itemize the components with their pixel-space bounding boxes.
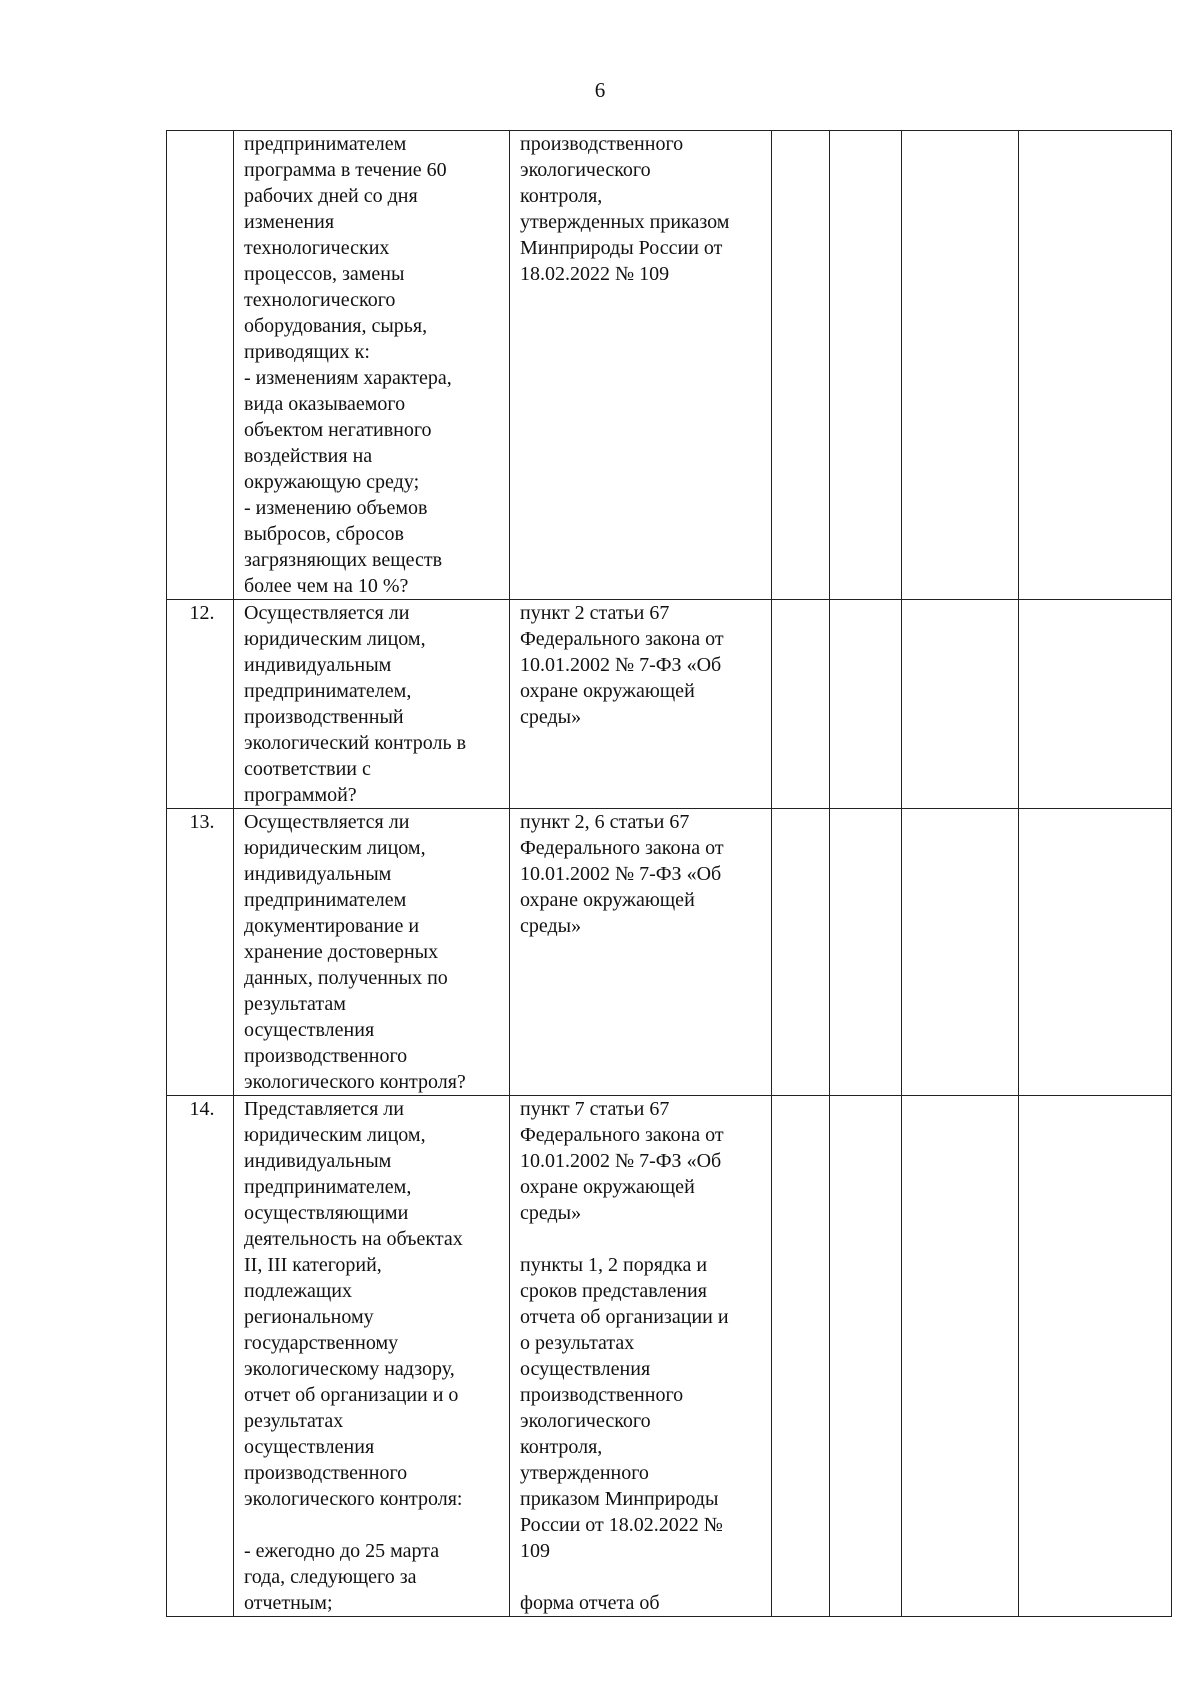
not-applicable-cell [902, 809, 1019, 1096]
note-cell [1019, 809, 1172, 1096]
legal-basis-cell: пункт 2 статьи 67 Федерального закона от 10.01.2002 № 7-ФЗ «Об охране окружающей среды» [510, 600, 772, 809]
answer-no-cell [830, 809, 902, 1096]
answer-yes-cell [772, 131, 830, 600]
question-cell: Осуществляется ли юридическим лицом, индивидуальным предпринимателем, производственный экологический контроль в соответствии с программой? [234, 600, 510, 809]
row-number: 14. [167, 1096, 234, 1617]
not-applicable-cell [902, 131, 1019, 600]
answer-no-cell [830, 600, 902, 809]
legal-basis-text-3: форма отчета об [520, 1592, 660, 1614]
table-row [167, 131, 1172, 600]
note-cell [1019, 600, 1172, 809]
row-number [167, 131, 234, 600]
page-number: 6 [594, 78, 606, 102]
answer-no-cell [830, 1096, 902, 1617]
question-cell: Осуществляется ли юридическим лицом, индивидуальным предпринимателем документирование и хранение достоверных данных, полученных по результатам осуществления производственного экологического контроля? [234, 809, 510, 1096]
answer-yes-cell [772, 600, 830, 809]
question-cell: предпринимателем программа в течение 60 рабочих дней со дня изменения технологических процессов, замены технологического оборудования, сырья, приводящих к: - изменениям характера, вида оказываемого объектом негативного воздействия на окружающую среду; - изменению объемов выбросов, сбросов загрязняющих веществ более чем на 10 %? [234, 131, 510, 600]
question-item: - ежегодно до 25 марта года, следующего за отчетным; [244, 1540, 440, 1614]
not-applicable-cell [902, 1096, 1019, 1617]
not-applicable-cell [902, 600, 1019, 809]
note-cell [1019, 131, 1172, 600]
table-row [167, 809, 1172, 1096]
legal-basis-cell: пункт 2, 6 статьи 67 Федерального закона от 10.01.2002 № 7-ФЗ «Об охране окружающей среды» [510, 809, 772, 1096]
answer-yes-cell [772, 809, 830, 1096]
row-number: 12. [167, 600, 234, 809]
legal-basis-text-2: пункты 1, 2 порядка и сроков представления отчета об организации и о результатах осуществления производственного экологического контроля, утвержденного приказом Минприроды России от 18.02.2022 № 109 [520, 1254, 729, 1562]
row-number: 13. [167, 809, 234, 1096]
legal-basis-text: пункт 7 статьи 67 Федерального закона от 10.01.2002 № 7-ФЗ «Об охране окружающей среды» [520, 1098, 724, 1224]
table-row [167, 1096, 1172, 1617]
checklist-table [166, 130, 1172, 1617]
table-row [167, 600, 1172, 809]
legal-basis-cell [510, 1096, 772, 1617]
answer-no-cell [830, 131, 902, 600]
question-text: Представляется ли юридическим лицом, индивидуальным предпринимателем, осуществляющими деятельность на объектах II, III категорий, подлежащих региональному государственному экологическому надзору, отчет об организации и о результатах осуществления производственного экологического контроля: [244, 1098, 463, 1510]
legal-basis-cell: производственного экологического контроля, утвержденных приказом Минприроды России от 18.02.2022 № 109 [510, 131, 772, 600]
answer-yes-cell [772, 1096, 830, 1617]
question-cell [234, 1096, 510, 1617]
note-cell [1019, 1096, 1172, 1617]
